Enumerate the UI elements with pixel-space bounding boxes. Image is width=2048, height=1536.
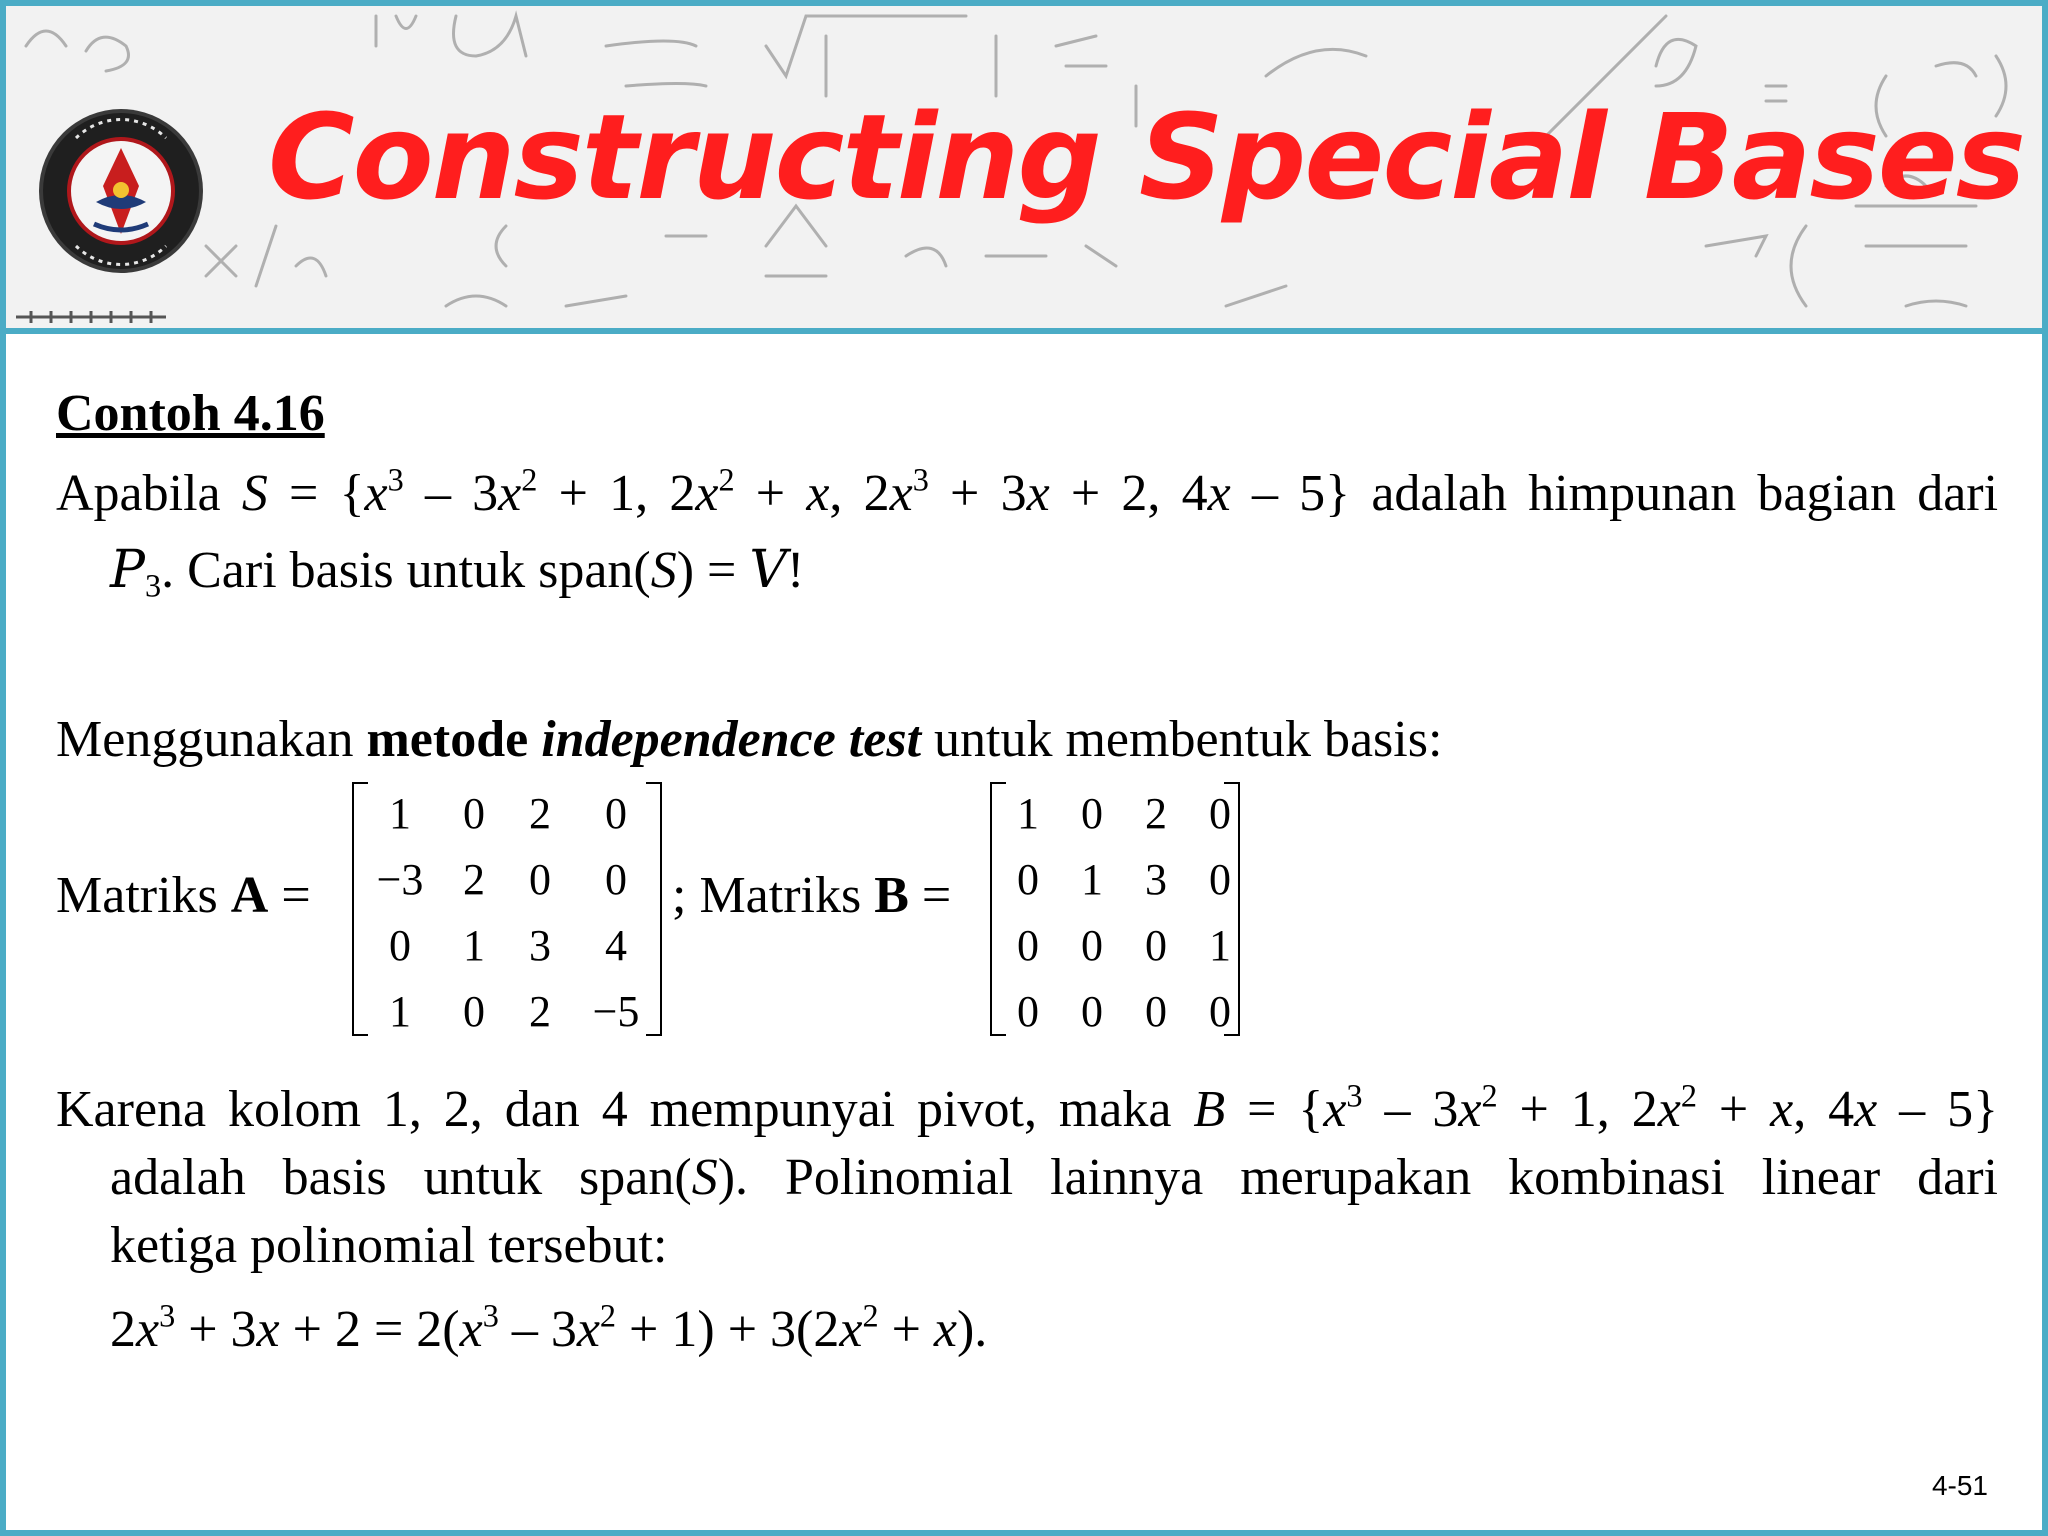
matrix-name: B [874,867,909,924]
math-var: x [839,1301,863,1358]
text-fragment: , 2 [829,465,890,522]
exponent: 3 [912,461,929,498]
math-var: S [650,542,677,599]
text-fragment: + [1696,1081,1771,1138]
matrix-cell: 2 [463,855,485,904]
matrix-cell: 0 [1017,987,1039,1036]
math-var: x [136,1301,160,1358]
math-var: x [695,465,719,522]
text-fragment: ! [786,542,805,599]
matrix-cell: −5 [592,987,640,1036]
exponent: 3 [387,461,404,498]
matrix-b-label [672,867,952,924]
text-fragment: = { [267,465,365,522]
slide-title: Constructing Special Bases [268,88,2024,226]
text-fragment: – 3 [403,465,499,522]
matrix-cell: 1 [1017,789,1039,838]
university-seal-icon [36,106,206,276]
exponent: 2 [718,461,735,498]
matrix-cell: 1 [463,921,485,970]
method-line [56,711,1443,768]
text-fragment: + 1) + 3(2 [616,1301,840,1358]
text-fragment: ; Matriks [672,867,875,924]
matrix-cell: 0 [1017,921,1039,970]
math-var: x [1458,1081,1482,1138]
text-fragment: ). Polinomial lainnya merupakan kombinasi linear dari [717,1149,1998,1206]
matrix-cell: 1 [389,987,411,1036]
matrix-cell: 0 [463,987,485,1036]
polynomial-space-symbol: P [110,540,145,600]
math-var: x [1207,465,1231,522]
math-var: x [498,465,522,522]
math-var: S [241,465,268,522]
conclusion-line-3: ketiga polinomial tersebut: [110,1217,668,1274]
text-fragment: + 2, 4 [1049,465,1208,522]
method-name: independence test [541,711,922,768]
matrix-cell: 3 [1145,855,1167,904]
matrix-cell: 1 [1209,921,1231,970]
exponent: 3 [159,1297,176,1334]
text-fragment: ) = [676,542,750,599]
matrix-cell: 0 [1145,987,1167,1036]
matrix-cell: 1 [389,789,411,838]
text-fragment: – 3 [1362,1081,1459,1138]
math-var: x [1657,1081,1681,1138]
matrix-cell: 2 [1145,789,1167,838]
text-fragment: – 3 [498,1301,577,1358]
conclusion-line-2 [110,1149,1998,1206]
matrix-a-label [56,867,311,924]
matrix-cell: 0 [1017,855,1039,904]
matrix-cell: 0 [1145,921,1167,970]
text-fragment: , 4 [1793,1081,1855,1138]
math-var: S [691,1149,718,1206]
text-fragment: = { [1225,1081,1324,1138]
text-fragment: + [734,465,807,522]
matrix-cell: −3 [376,855,424,904]
matrix-cell: 0 [1081,987,1103,1036]
matrix-cell: 4 [605,921,627,970]
text-fragment: 2 [110,1301,136,1358]
matrix-cell: 0 [389,921,411,970]
text-fragment: adalah basis untuk span( [110,1149,692,1206]
math-var: x [1770,1081,1794,1138]
text-fragment: Apabila [56,465,221,522]
math-var: x [459,1301,483,1358]
text-fragment: Matriks [56,867,231,924]
matrix-a [352,782,662,1036]
exponent: 2 [521,461,538,498]
text-fragment: + 3 [175,1301,257,1358]
matrix-cell: 2 [529,987,551,1036]
math-var: x [1026,465,1050,522]
matrix-cell: 0 [1209,987,1231,1036]
math-var: x [889,465,913,522]
exponent: 2 [1481,1077,1498,1114]
matrix-cell: 0 [605,855,627,904]
matrix-name: A [230,867,269,924]
right-bracket-icon [646,782,662,1036]
subscript: 3 [145,567,162,604]
math-var: x [364,465,388,522]
matrix-cell: 0 [1081,789,1103,838]
text-fragment: . Cari basis untuk span( [161,542,651,599]
text-fragment: = [908,867,952,924]
slide-header [6,6,2042,334]
text-fragment: + 3 [928,465,1027,522]
matrix-b [990,782,1240,1036]
exponent: 2 [599,1297,617,1334]
text-fragment: + 1, 2 [537,465,696,522]
page-number: 4-51 [1931,1470,1988,1501]
math-var: x [1854,1081,1878,1138]
method-bold: metode [366,711,542,768]
matrix-cell: 2 [529,789,551,838]
text-fragment: Menggunakan [56,711,367,768]
math-var: x [1323,1081,1347,1138]
text-fragment: – 5} [1230,465,1351,522]
problem-line-2 [110,540,805,604]
matrix-cell: 0 [529,855,551,904]
combination-equation [110,1297,988,1358]
text-fragment: Karena kolom 1, 2, dan 4 mempunyai pivot, maka [56,1081,1194,1138]
conclusion-line-1 [56,1077,1999,1138]
matrix-cell: 1 [1081,855,1103,904]
problem-line-1 [56,461,1999,522]
exponent: 3 [482,1297,499,1334]
matrix-cell: 0 [1209,855,1231,904]
text-fragment: adalah himpunan bagian dari [1371,465,1999,522]
text-fragment: untuk membentuk basis: [921,711,1443,768]
math-var: x [806,465,830,522]
exponent: 2 [862,1297,879,1334]
text-fragment: + [878,1301,934,1358]
exponent: 2 [1680,1077,1697,1114]
matrix-cell: 3 [529,921,551,970]
text-fragment: = [268,867,311,924]
math-var: x [256,1301,280,1358]
matrix-cell: 0 [463,789,485,838]
text-fragment: ). [956,1301,988,1358]
math-var: x [576,1301,600,1358]
example-heading: Contoh 4.16 [56,385,325,442]
matrix-cell: 0 [605,789,627,838]
exponent: 3 [1346,1077,1363,1114]
left-bracket-icon [352,782,368,1036]
matrix-cell: 0 [1209,789,1231,838]
text-fragment: – 5} [1877,1081,1999,1138]
math-var: B [1193,1081,1226,1138]
text-fragment: + 2 = 2( [279,1301,460,1358]
vector-space-symbol: V [749,540,787,600]
matrix-cell: 0 [1081,921,1103,970]
math-var: x [933,1301,957,1358]
text-fragment: + 1, 2 [1497,1081,1658,1138]
